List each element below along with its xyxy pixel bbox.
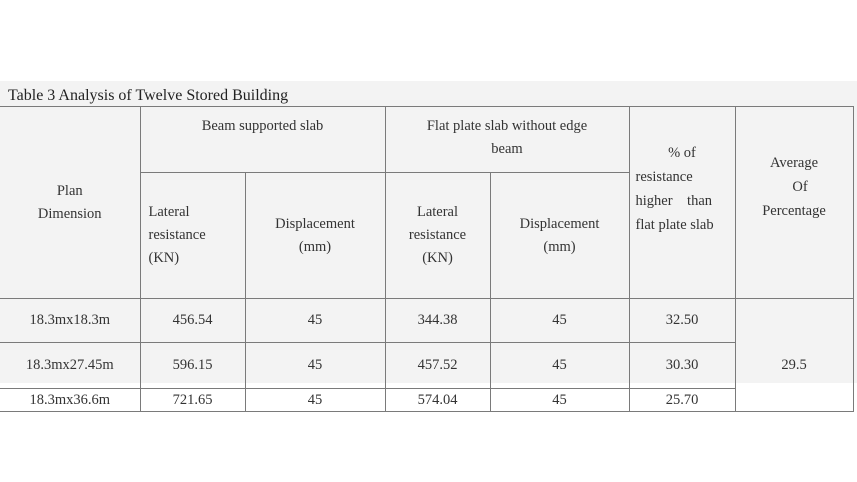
header-avg-line-3: Percentage: [762, 203, 826, 219]
header-average-percentage: [735, 107, 853, 299]
cell-plan: 18.3mx27.45m: [0, 343, 140, 389]
header-flat-line-1: Flat plate slab without edge: [426, 118, 588, 134]
header-beam-lateral-line-2: resistance: [148, 227, 206, 243]
header-plan-dimension: [0, 107, 140, 299]
header-beam-disp-line-2: (mm): [298, 238, 332, 255]
header-beam-supported-slab: Beam supported slab: [140, 107, 385, 173]
header-beam-lateral-line-1: Lateral: [148, 204, 190, 220]
header-avg-line-2: Of: [792, 179, 808, 195]
cell-plan: 18.3mx18.3m: [0, 299, 140, 343]
header-flat-plate-slab: [385, 107, 629, 173]
cell-beam-lateral: 456.54: [140, 299, 245, 343]
header-flat-line-2: beam: [491, 141, 523, 157]
table-row: [0, 299, 853, 343]
header-pct-line-3: higher than: [635, 193, 713, 209]
header-flat-lateral: [385, 173, 490, 299]
cell-percent: 30.30: [629, 343, 735, 389]
cell-plan: 18.3mx36.6m: [0, 389, 140, 412]
cell-beam-displacement: 45: [245, 299, 385, 343]
header-beam-displacement: [245, 173, 385, 299]
cell-flat-displacement: 45: [490, 389, 629, 412]
header-flat-lateral-line-3: (KN): [422, 250, 453, 266]
table-caption: Table 3 Analysis of Twelve Stored Building: [8, 87, 289, 104]
header-row-1: [0, 107, 853, 173]
analysis-table: [0, 106, 854, 412]
header-pct-line-1: % of: [668, 145, 696, 161]
cell-percent: 32.50: [629, 299, 735, 343]
cell-flat-displacement: 45: [490, 299, 629, 343]
header-plan-line-1: Plan: [56, 182, 83, 199]
header-flat-lateral-line-2: resistance: [408, 227, 467, 243]
cell-percent: 25.70: [629, 389, 735, 412]
header-flat-disp-line-1: Displacement: [519, 215, 600, 232]
header-beam-lateral-line-3: (KN): [148, 250, 180, 266]
header-avg-line-1: Average: [769, 155, 819, 171]
table-row: [0, 343, 853, 389]
header-pct-line-2: resistance: [635, 169, 693, 185]
cell-flat-lateral: 574.04: [385, 389, 490, 412]
cell-beam-lateral: 596.15: [140, 343, 245, 389]
cell-beam-displacement: 45: [245, 343, 385, 389]
cell-average-value: 29.5: [735, 299, 853, 412]
header-percent-resistance: [629, 107, 735, 299]
table-row: [0, 389, 853, 412]
header-flat-disp-line-2: (mm): [543, 238, 576, 255]
header-flat-lateral-line-1: Lateral: [416, 204, 459, 220]
cell-flat-displacement: 45: [490, 343, 629, 389]
header-flat-displacement: [490, 173, 629, 299]
cell-beam-displacement: 45: [245, 389, 385, 412]
cell-flat-lateral: 457.52: [385, 343, 490, 389]
cell-flat-lateral: 344.38: [385, 299, 490, 343]
header-beam-disp-line-1: Displacement: [275, 215, 355, 232]
header-plan-line-2: Dimension: [37, 205, 102, 222]
cell-beam-lateral: 721.65: [140, 389, 245, 412]
header-beam-lateral: [140, 173, 245, 299]
header-pct-line-4: flat plate slab: [635, 217, 714, 233]
